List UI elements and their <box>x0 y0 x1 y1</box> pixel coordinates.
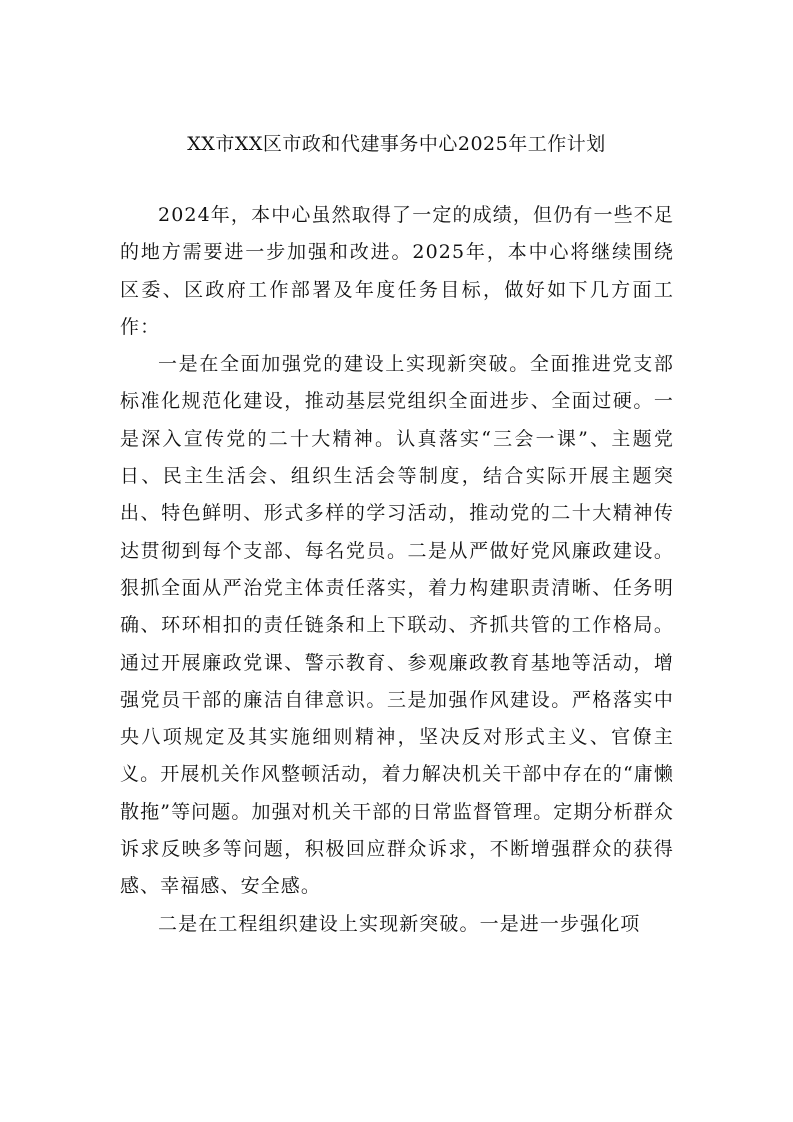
document-title: XX市XX区市政和代建事务中心2025年工作计划 <box>187 133 606 155</box>
paragraph-party-building: 一是在全面加强党的建设上实现新突破。全面推进党支部标准化规范化建设，推动基层党组织全面进步、全面过硬。一是深入宣传党的二十大精神。认真落实“三会一课”、主题党日、民主生活会、组织生活会等制度，结合实际开展主题突出、特色鲜明、形式多样的学习活动，推动党的二十大精神传达贯彻到每个支部、每名党员。二是从严做好党风廉政建设。狠抓全面从严治党主体责任落实，着力构建职责清晰、任务明确、环环相扣的责任链条和上下联动、齐抓共管的工作格局。通过开展廉政党课、警示教育、参观廉政教育基地等活动，增强党员干部的廉洁自律意识。三是加强作风建设。严格落实中央八项规定及其实施细则精神，坚决反对形式主义、官僚主义。开展机关作风整顿活动，着力解决机关干部中存在的“庸懒散拖”等问题。加强对机关干部的日常监督管理。定期分析群众诉求反映多等问题，积极回应群众诉求，不断增强群众的获得感、幸福感、安全感。 <box>120 353 674 898</box>
paragraph-project-organization: 二是在工程组织建设上实现新突破。一是进一步强化项 <box>158 912 641 935</box>
document-body <box>120 197 674 943</box>
paragraph-intro: 2024年，本中心虽然取得了一定的成绩，但仍有一些不足的地方需要进一步加强和改进。2025年，本中心将继续围绕区委、区政府工作部署及年度任务目标，做好如下几方面工作： <box>120 204 674 338</box>
